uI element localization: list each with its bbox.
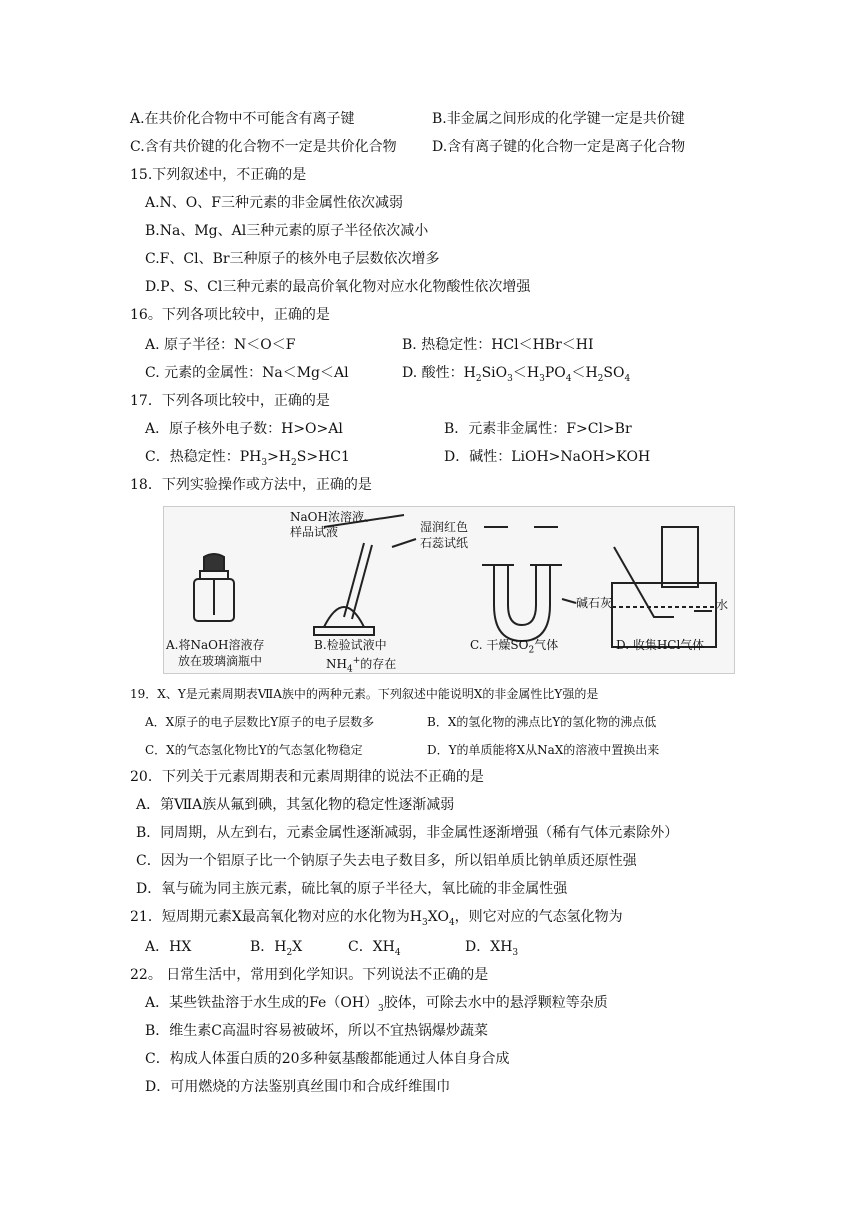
- label-sample-solution: 样品试液: [290, 525, 339, 539]
- q16-option-c: C. 元素的金属性：Na＜Mg＜Al: [145, 365, 349, 381]
- q22-option-b: B．维生素C高温时容易被破坏，所以不宜热锅爆炒蔬菜: [145, 1023, 488, 1039]
- q18-figure: [163, 506, 735, 674]
- q20-option-b: B．同周期，从左到右，元素金属性逐渐减弱，非金属性逐渐增强（稀有气体元素除外）: [136, 825, 679, 841]
- caption-b-line1: B.检验试液中: [314, 638, 387, 652]
- q16-stem: 16。下列各项比较中，正确的是: [130, 307, 330, 323]
- q21-option-c: C．$XH_4$: [348, 939, 401, 958]
- label-soda-lime: 碱石灰: [576, 596, 613, 610]
- q16-option-b: B. 热稳定性：HCl＜HBr＜HI: [402, 337, 594, 353]
- q21-option-a: A．HX: [145, 939, 192, 955]
- q22-stem: 22。 日常生活中，常用到化学知识。下列说法不正确的是: [130, 967, 489, 983]
- label-naoh-solution: NaOH浓溶液、: [290, 510, 376, 524]
- q17-option-a: A．原子核外电子数：H>O>Al: [145, 421, 343, 437]
- q19-option-b: B．X的氢化物的沸点比Y的氢化物的沸点低: [427, 715, 657, 729]
- q15-option-c: C.F、Cl、Br三种原子的核外电子层数依次增多: [145, 251, 440, 267]
- q20-option-c: C．因为一个铝原子比一个钠原子失去电子数目多，所以铝单质比钠单质还原性强: [136, 853, 637, 869]
- q19-option-a: A．X原子的电子层数比Y原子的电子层数多: [145, 715, 375, 729]
- q17-stem: 17．下列各项比较中，正确的是: [130, 393, 330, 409]
- caption-a-line2: 放在玻璃滴瓶中: [178, 654, 263, 668]
- q21-stem: 21．短周期元素X最高氧化物对应的水化物为$H_3XO_4$，则它对应的气态氢化物为: [130, 909, 623, 928]
- q16-option-a: A. 原子半径：N＜O＜F: [145, 337, 296, 353]
- q14-option-c: C.含有共价键的化合物不一定是共价化合物: [130, 139, 397, 155]
- q22-option-c: C．构成人体蛋白质的20多种氨基酸都能通过人体自身合成: [145, 1051, 510, 1067]
- q20-stem: 20．下列关于元素周期表和元素周期律的说法不正确的是: [130, 769, 484, 785]
- q20-option-a: A．第ⅦA族从氟到碘，其氢化物的稳定性逐渐减弱: [136, 797, 455, 813]
- q19-option-c: C．X的气态氢化物比Y的气态氢化物稳定: [145, 743, 363, 757]
- caption-d: D. 收集HCl气体: [616, 638, 705, 652]
- q15-option-d: D.P、S、Cl三种元素的最高价氧化物对应水化物酸性依次增强: [145, 279, 531, 295]
- label-water: 水: [716, 598, 729, 612]
- q22-option-d: D．可用燃烧的方法鉴别真丝围巾和合成纤维围巾: [145, 1079, 451, 1095]
- q15-option-a: A.N、O、F三种元素的非金属性依次减弱: [145, 195, 404, 211]
- q14-option-a: A.在共价化合物中不可能含有离子键: [130, 111, 355, 127]
- q16-option-d: D. 酸性：$H_2SiO_3<H_3PO_4<H_2SO_4$: [402, 365, 631, 384]
- q15-stem: 15.下列叙述中，不正确的是: [130, 167, 307, 183]
- q15-option-b: B.Na、Mg、Al三种元素的原子半径依次减小: [145, 223, 429, 239]
- label-litmus-paper-2: 石蕊试纸: [420, 536, 469, 550]
- label-litmus-paper-1: 湿润红色: [420, 520, 469, 534]
- q21-option-d: D．$XH_3$: [465, 939, 519, 958]
- q17-option-d: D．碱性：LiOH>NaOH>KOH: [444, 449, 651, 465]
- q20-option-d: D．氧与硫为同主族元素，硫比氧的原子半径大，氧比硫的非金属性强: [136, 881, 568, 897]
- q22-option-a: A．某些铁盐溶于水生成的$Fe(OH)_3$胶体，可除去水中的悬浮颗粒等杂质: [145, 995, 608, 1014]
- q19-stem: 19．X、Y是元素周期表ⅦA族中的两种元素。下列叙述中能说明X的非金属性比Y强的是: [130, 687, 599, 701]
- q21-option-b: B．$H_2X$: [250, 939, 303, 958]
- q17-option-c: C．热稳定性：$PH_3>H_2S>HC1$: [145, 449, 350, 468]
- caption-a-line1: A.将NaOH溶液存: [166, 638, 265, 652]
- q14-option-d: D.含有离子键的化合物一定是离子化合物: [432, 139, 686, 155]
- caption-c: C. 干燥$SO_2$气体: [470, 638, 559, 656]
- caption-b-line2: $NH_4^+$的存在: [326, 656, 397, 675]
- q17-option-b: B．元素非金属性：F>Cl>Br: [444, 421, 632, 437]
- q18-stem: 18．下列实验操作或方法中，正确的是: [130, 477, 372, 493]
- q19-option-d: D．Y的单质能将X从NaX的溶液中置换出来: [427, 743, 660, 757]
- q14-option-b: B.非金属之间形成的化学键一定是共价键: [432, 111, 685, 127]
